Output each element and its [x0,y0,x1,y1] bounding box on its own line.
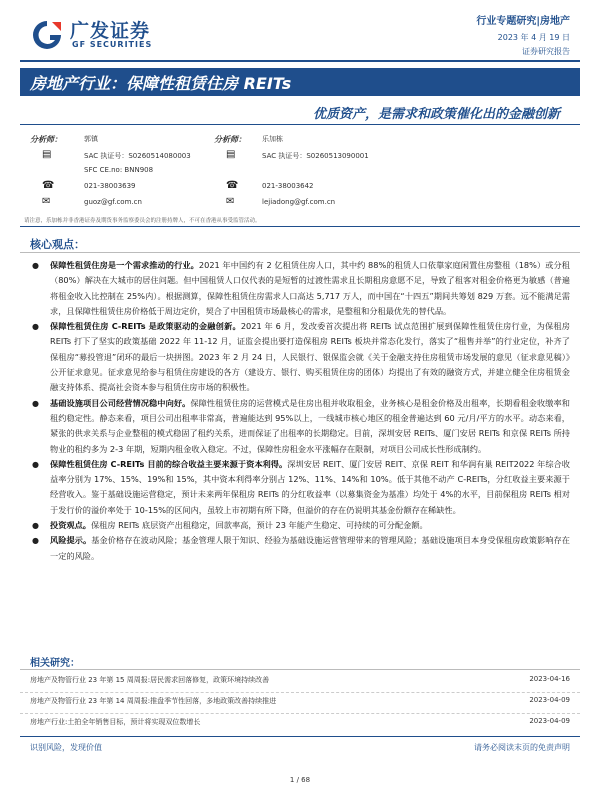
bullet-icon: ● [32,459,39,469]
bullet-icon: ● [32,521,39,531]
phone-icon: ☎ [42,180,55,191]
header-divider [20,60,580,62]
gf-logo-icon [30,18,64,52]
analyst-email[interactable]: lejiadong@gf.com.cn [262,198,336,206]
analyst-name: 郭镇 [84,135,98,143]
related-item-date: 2023-04-16 [529,675,570,683]
id-card-icon: ▤ [42,149,52,160]
page-number: 1 / 68 [289,776,311,784]
subtitle-divider [20,124,580,125]
related-item[interactable] [30,717,570,733]
core-item: ● 风险提示。基金价格存在波动风险；基金管理人限于知识、经验为基础设施运营管理带来的管理风险；基础设施项目本身受保租房政策影响存在一定的风险。 [32,535,570,561]
bullet-icon: ● [32,322,39,332]
email-icon: ✉ [226,196,235,207]
phone-icon: ☎ [226,180,239,191]
report-subtitle: 优质资产，是需求和政策催化出的金融创新 [312,107,560,122]
related-item[interactable] [30,675,570,691]
related-divider [20,669,580,670]
bullet-icon: ● [32,261,39,270]
analyst-phone: 021-38003642 [262,182,314,190]
analyst-phone: 021-38003639 [84,182,136,190]
report-type: 证券研究报告 [522,47,570,56]
analyst-label: 分析师： [30,135,62,144]
core-divider [20,252,580,253]
bullet-icon: ● [32,536,39,546]
analyst-name: 乐加栋 [262,135,283,143]
analyst-sac: SAC 执证号：S0260513090001 [262,152,369,160]
email-icon: ✉ [42,196,51,207]
analyst-sfc: SFC CE.no: BNN908 [84,166,154,174]
related-item-title[interactable]: 房地产及物管行业 23 年第 14 周周报:推盘季节性回落，多地政策改善持续推进 [30,697,277,705]
disclaimer-divider [20,226,580,227]
related-separator [20,692,580,693]
related-item[interactable] [30,696,570,712]
brand-name-cn: 广发证券 [70,20,151,42]
footer-disclaimer-link[interactable]: 请务必阅读末页的免责声明 [474,743,570,752]
related-item-date: 2023-04-09 [529,696,570,704]
disclaimer-note: 请注意，乐加栋并非香港证券及期货事务监察委员会的注册持牌人，不可在香港从事受监管活动。 [24,218,261,224]
id-card-icon: ▤ [226,149,236,160]
related-item-title[interactable]: 房地产行业:土拍全年销售目标，预计将实现双位数增长 [30,718,201,726]
brand-name-en: GF SECURITIES [72,40,153,49]
footer-slogan: 识别风险，发现价值 [30,743,102,752]
analyst-email[interactable]: guoz@gf.com.cn [84,198,142,206]
core-views-list [30,258,570,564]
core-views-title: 核心观点： [30,238,85,251]
footer-divider [20,736,580,737]
core-item: ● 保障性租赁住房 C-REITs 是政策驱动的金融创新。2021 年 6 月，发改委首次提出将 REITs 试点范围扩展到保障性租赁住房行业，为保租房 REITs 打下了坚实的政策基础 2022 年 11-12 月，证监会提出要打造保租房 REITs 板块并常态化发行，落实了“租售并举”的行业定位，补齐了保租房“募投管退”闭环的最后一块拼图。2023 年 2 月 24 日，人民银行、银保监会就《关于金融支持住房租赁市场发展的意见（征求意见稿）》公开征求意见。征求意见给参与租赁住房建设的各方（建设方、银行、购买租赁住房的团体）均提出了有效的融资方式，并建立健全住房租赁金融支持体系、提高社会资本参与租赁住房市场的积极性。 [32,321,570,393]
core-item: ● 投资观点。保租房 REITs 底层资产出租稳定，回款率高，预计 23 年能产生稳定、可持续的可分配金额。 [30,518,570,533]
related-separator [20,713,580,714]
related-research-title: 相关研究： [30,658,80,669]
report-category: 行业专题研究|房地产 [476,16,570,27]
core-item: ● 保障性租赁住房是一个需求推动的行业。2021 年中国约有 2 亿租赁住房人口，其中约 88%的租赁人口依靠家庭闲置住房整租（18%）或分租（80%）解决在大城市的居住问题。但中国租赁人口仅代表的是短暂的过渡性需求且长期租房意愿不足，导致了租客对租金价格更为敏感（普遍将租金收入比控制在 25%内）。根据测算，保障性租赁住房需求人口高达 5,717 万人，而中国在“十四五”期间共筹划 829 万套。远不能满足需求，且保障性租赁住房价格低于周边定价，契合了中国租赁市场最核心的需求，是整租和分租最优先的替代品。 [32,260,570,316]
related-item-title[interactable]: 房地产及物管行业 23 年第 15 周周报:居民需求回落修复，政策环境持续改善 [30,676,270,684]
analyst-label: 分析师： [214,135,246,144]
core-item: ● 基础设施项目公司经营情况稳中向好。保障性租赁住房的运营模式是住房出租并收取租金，业务核心是租金价格及出租率，长期看租金收缴率和租约稳定性。静态来看，项目公司出租率非常高，普遍能达到 95%以上，一线城市核心地区的租金普遍达到 60 元/月/平方的水平。动态来看，紧张的供求关系与企业整租的模式稳固了租约关系，进而保证了出租率的长期稳定。目前，深圳安居 REITs、厦门安居 REITs 和京保 REITs 所持物业的租约多为 2-3 年期，短期内租金收入稳定。不过，保障性房租金水平涨幅存在限制，对项目公司成长性形成制约。 [32,397,570,454]
report-date: 2023 年 4 月 19 日 [497,33,570,42]
bullet-icon: ● [32,398,39,408]
analyst-sac: SAC 执证号：S0260514080003 [84,152,191,160]
core-item: ● 保障性租赁住房 C-REITs 目前的综合收益主要来源于资本利得。深圳安居 REIT、厦门安居 REIT、京保 REIT 和华润有巢 REIT2022 年综合收益率分别为 17%、15%、19%和 15%，其中资本利得率分别占 12%、11%、14%和 10%。低于其他不动产 C-REITs，分红收益主要来源于经营收入。鉴于基础设施运营稳定，预计未来两年保租房 REITs 的分红收益率（以募集资金为基准）均处于 4%的水平，目前保租房 REITs 相对于发行价的溢价率处于 10-15%的区间内，虽较上市初期有所下降，但溢价的存在仍说明其基金份额存在稀缺性。 [32,458,570,515]
related-item-date: 2023-04-09 [529,717,570,725]
report-title: 房地产行业：保障性租赁住房 REITs [30,74,292,93]
